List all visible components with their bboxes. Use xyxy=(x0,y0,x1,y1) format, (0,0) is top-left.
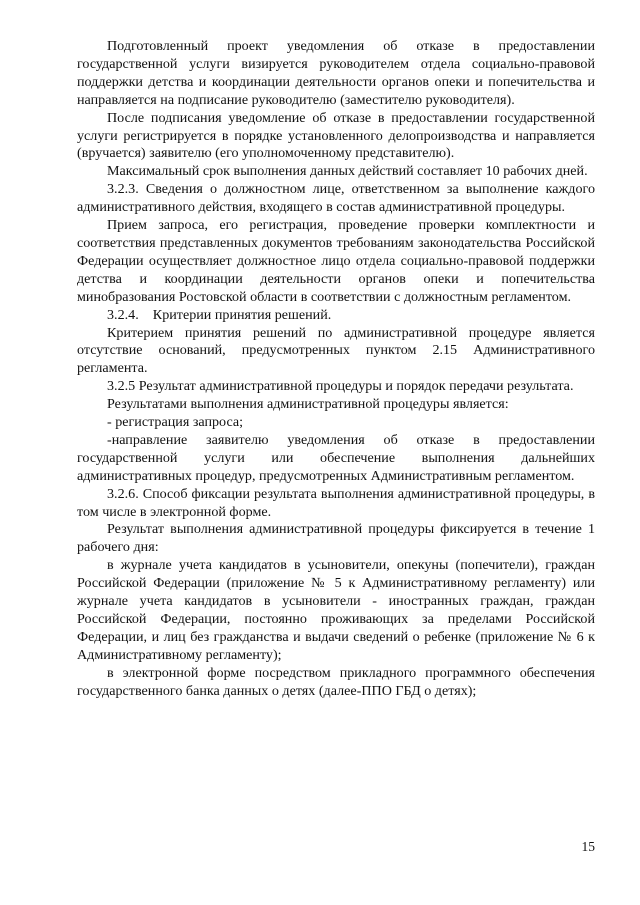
paragraph-section-3-2-5: 3.2.5 Результат административной процедуры и порядок передачи результата. xyxy=(107,378,574,395)
document-body xyxy=(77,38,595,701)
list-item-registration: - регистрация запроса; xyxy=(107,414,244,431)
paragraph-notice-registration: После подписания уведомление об отказе в предоставлении государственной услуги регистрируется в порядке установленного делопроизводства и направляется (вручается) заявителю (его уполномоченному представителю). xyxy=(77,109,595,162)
paragraph-section-3-2-3: 3.2.3. Сведения о должностном лице, ответственном за выполнение каждого административного действия, входящего в состав административной процедуры. xyxy=(77,181,595,216)
paragraph-section-3-2-6: 3.2.6. Способ фиксации результата выполнения административной процедуры, в том числе в электронной форме. xyxy=(77,485,595,520)
paragraph-draft-notice-approval: Подготовленный проект уведомления об отказе в предоставлении государственной услуги визируется руководителем отдела социально-правовой поддержки детства и координации деятельности органов опеки и попечительства и направляется на подписание руководителю (заместителю руководителя). xyxy=(77,38,595,108)
paragraph-decision-criterion: Критерием принятия решений по административной процедуре является отсутствие оснований, предусмотренных пунктом 2.15 Административного регламента. xyxy=(77,324,595,377)
list-item-electronic-form: в электронной форме посредством прикладного программного обеспечения государственного банка данных о детях (далее-ППО ГБД о детях); xyxy=(77,664,595,699)
list-item-candidates-journal: в журнале учета кандидатов в усыновители, опекуны (попечители), граждан Российской Федерации (приложение № 5 к Административному регламенту) или журнале учета кандидатов в усыновители - иностранных граждан, граждан Российской Федерации, постоянно проживающих за пределами Российской Федерации, и лиц без гражданства и выдачи сведений о ребенке (приложение № 6 к Административному регламенту); xyxy=(77,557,595,663)
paragraph-max-term: Максимальный срок выполнения данных действий составляет 10 рабочих дней. xyxy=(107,163,588,180)
paragraph-section-3-2-4: 3.2.4. Критерии принятия решений. xyxy=(107,306,332,323)
list-item-notice-sending: -направление заявителю уведомления об отказе в предоставлении государственной услуги или обеспечение выполнения дальнейших административных процедур, предусмотренных Административным регламентом. xyxy=(77,431,595,484)
page-number: 15 xyxy=(581,839,595,854)
paragraph-request-reception: Прием запроса, его регистрация, проведение проверки комплектности и соответствия представленных документов требованиям законодательства Российской Федерации осуществляет должностное лицо отдела социально-правовой поддержки детства и координации деятельности органов опеки и попечительства минобразования Ростовской области в соответствии с должностным регламентом. xyxy=(77,217,595,305)
paragraph-result-fixation: Результат выполнения административной процедуры фиксируется в течение 1 рабочего дня: xyxy=(77,521,595,556)
paragraph-results-intro: Результатами выполнения административной процедуры является: xyxy=(107,396,509,413)
